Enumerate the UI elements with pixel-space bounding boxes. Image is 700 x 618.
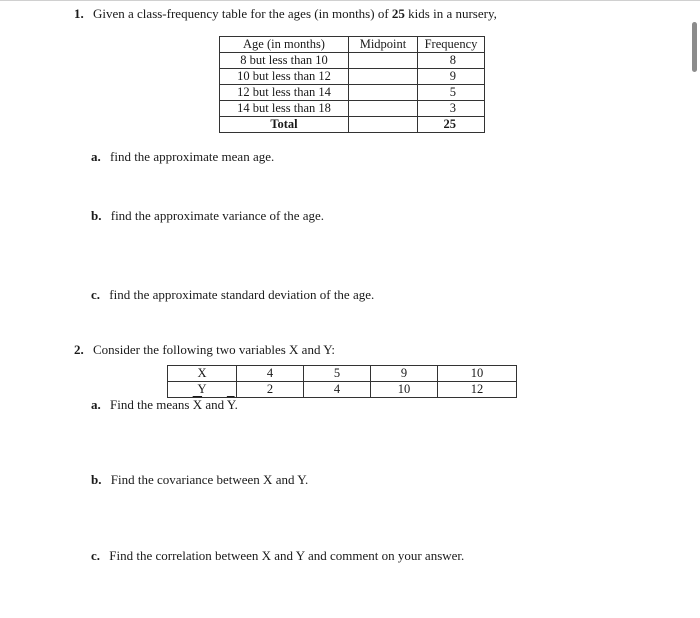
y-row — [168, 382, 517, 398]
frequency-cell: 3 — [418, 101, 485, 117]
xy-table — [167, 365, 517, 398]
table-header-row — [220, 37, 485, 53]
age-cell: 14 but less than 18 — [220, 101, 349, 117]
age-cell: 10 but less than 12 — [220, 69, 349, 85]
q1-number: 1. — [74, 6, 84, 21]
x-value: 10 — [438, 366, 517, 382]
y-value: 12 — [438, 382, 517, 398]
x-value: 4 — [237, 366, 304, 382]
x-row — [168, 366, 517, 382]
part-label: a. — [91, 149, 101, 164]
y-value: 10 — [371, 382, 438, 398]
y-bar-symbol: $\overline{Y}$ — [226, 397, 235, 412]
part-text: find the approximate standard deviation of the age. — [109, 287, 375, 302]
q1-part-b — [91, 208, 324, 224]
part-text: find the approximate variance of the age. — [110, 208, 325, 223]
y-value: 4 — [304, 382, 371, 398]
part-label: c. — [91, 548, 101, 563]
frequency-cell: 5 — [418, 85, 485, 101]
midpoint-cell — [349, 85, 418, 101]
q2-intro-text: Consider the following two variables X and Y: — [93, 342, 336, 357]
part-text-mid: and — [202, 397, 227, 412]
part-text: Find the correlation between X and Y and comment on your answer. — [109, 548, 465, 563]
header-midpoint: Midpoint — [349, 37, 418, 53]
total-midpoint-cell — [349, 117, 418, 133]
y-value: 2 — [237, 382, 304, 398]
q1-intro — [74, 6, 497, 22]
table-total-row — [220, 117, 485, 133]
header-age: Age (in months) — [220, 37, 349, 53]
q1-part-a — [91, 149, 274, 165]
part-text-post: . — [234, 397, 238, 412]
q1-intro-post: kids in a nursery, — [404, 6, 497, 21]
q2-part-a — [91, 397, 238, 413]
part-text: Find the covariance between X and Y. — [110, 472, 309, 487]
part-label: c. — [91, 287, 101, 302]
age-cell: 8 but less than 10 — [220, 53, 349, 69]
part-label: b. — [91, 472, 102, 487]
x-value: 5 — [304, 366, 371, 382]
midpoint-cell — [349, 69, 418, 85]
part-text-pre: Find the means — [110, 397, 193, 412]
x-value: 9 — [371, 366, 438, 382]
q2-number: 2. — [74, 342, 84, 357]
part-label: b. — [91, 208, 102, 223]
frequency-cell: 9 — [418, 69, 485, 85]
age-cell: 12 but less than 14 — [220, 85, 349, 101]
midpoint-cell — [349, 101, 418, 117]
midpoint-cell — [349, 53, 418, 69]
y-label: Y — [168, 382, 237, 398]
q2-part-b — [91, 472, 308, 488]
q2-part-c — [91, 548, 464, 564]
table-row — [220, 53, 485, 69]
table-row — [220, 85, 485, 101]
top-border — [0, 0, 700, 1]
frequency-table — [219, 36, 485, 133]
x-bar-symbol: $\overline{X}$ — [192, 397, 203, 412]
table-row — [220, 69, 485, 85]
table-row — [220, 101, 485, 117]
q1-intro-bold: 25 — [391, 6, 405, 21]
frequency-cell: 8 — [418, 53, 485, 69]
part-text: find the approximate mean age. — [110, 149, 275, 164]
q2-intro — [74, 342, 335, 358]
x-label: X — [168, 366, 237, 382]
header-frequency: Frequency — [418, 37, 485, 53]
total-value: 25 — [418, 117, 485, 133]
q1-intro-pre: Given a class-frequency table for the ages (in months) of — [93, 6, 392, 21]
total-label: Total — [220, 117, 349, 133]
q1-part-c — [91, 287, 374, 303]
part-label: a. — [91, 397, 101, 412]
scrollbar-thumb[interactable] — [692, 22, 697, 72]
